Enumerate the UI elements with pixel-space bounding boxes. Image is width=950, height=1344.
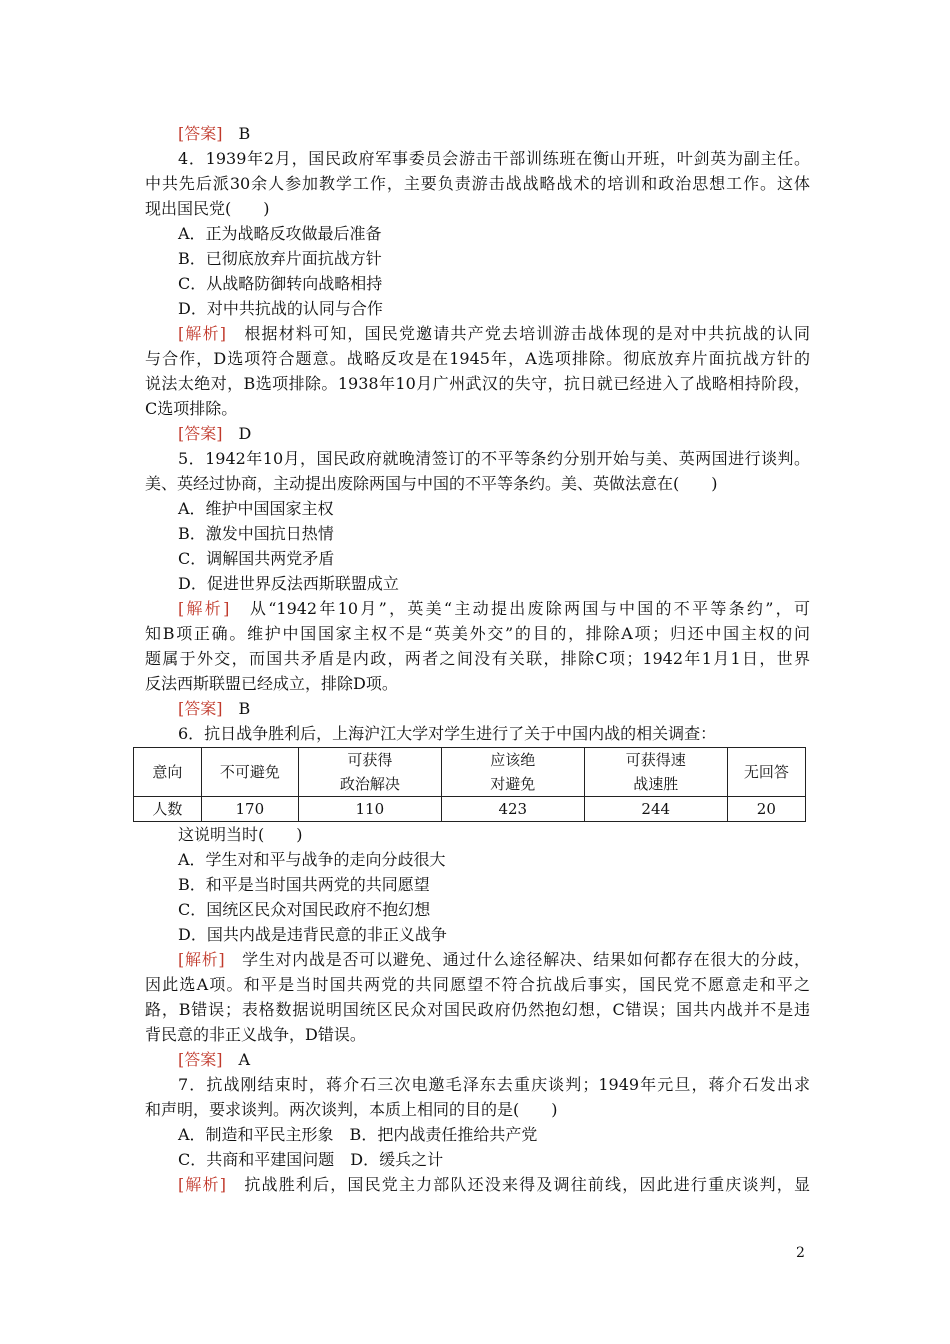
table-cell: 423 — [441, 797, 584, 822]
table-header-cell: 可获得速 战速胜 — [584, 748, 727, 797]
table-cell: 20 — [727, 797, 805, 822]
option-b: B．已彻底放弃片面抗战方针 — [178, 249, 382, 268]
analysis-line: C选项排除。 — [145, 399, 238, 418]
analysis-line: 题属于外交，而国共矛盾是内政，两者之间没有关联，排除C项；1942年1月1日，世界 — [145, 649, 810, 668]
question-6-stem: 6．抗日战争胜利后，上海沪江大学对学生进行了关于中国内战的相关调查： — [178, 724, 717, 743]
answer-value: B — [238, 124, 251, 143]
question-4-stem: 中共先后派30余人参加教学工作，主要负责游击战战略战术的培训和政治思想工作。这体 — [145, 174, 810, 193]
analysis-line: [解析] 根据材料可知，国民党邀请共产党去培训游击战体现的是对中共抗战的认同 — [178, 324, 810, 343]
option-a: A．维护中国国家主权 — [178, 499, 334, 518]
answer-tag: [答案] — [178, 1050, 223, 1069]
question-7-stem: 和声明，要求谈判。两次谈判，本质上相同的目的是( ) — [145, 1100, 558, 1119]
option-a: A．正为战略反攻做最后准备 — [178, 224, 382, 243]
page-content — [145, 121, 810, 1197]
analysis-tag: [解析] — [178, 599, 230, 618]
options-cd: C．共商和平建国问题 D．缓兵之计 — [178, 1150, 444, 1169]
page-number: 2 — [796, 1245, 805, 1261]
analysis-line: 说法太绝对，B选项排除。1938年10月广州武汉的失守，抗日就已经进入了战略相持阶段， — [145, 374, 810, 393]
table-header-row — [134, 748, 806, 797]
table-header-cell: 不可避免 — [201, 748, 298, 797]
answer-line — [145, 696, 810, 721]
option-c: C．调解国共两党矛盾 — [178, 549, 335, 568]
answer-value: A — [238, 1050, 251, 1069]
answer-tag: [答案] — [178, 124, 223, 143]
question-7-stem: 7．抗战刚结束时，蒋介石三次电邀毛泽东去重庆谈判；1949年元旦，蒋介石发出求 — [178, 1075, 810, 1094]
analysis-line: 路，B错误；表格数据说明国统区民众对国民政府仍然抱幻想，C错误；国共内战并不是违 — [145, 1000, 810, 1019]
answer-value: D — [238, 424, 252, 443]
option-a: A．学生对和平与战争的走向分歧很大 — [178, 850, 446, 869]
option-b: B．和平是当时国共两党的共同愿望 — [178, 875, 430, 894]
survey-table — [133, 747, 806, 822]
analysis-line: 因此选A项。和平是当时国共两党的共同愿望不符合抗战后事实，国民党不愿意走和平之 — [145, 975, 810, 994]
answer-line — [145, 1047, 810, 1072]
analysis-line: [解析] 学生对内战是否可以避免、通过什么途径解决、结果如何都存在很大的分歧， — [178, 950, 810, 969]
answer-line — [145, 121, 810, 146]
options-ab: A．制造和平民主形象 B．把内战责任推给共产党 — [178, 1125, 538, 1144]
analysis-line: [解析] 抗战胜利后，国民党主力部队还没来得及调往前线，因此进行重庆谈判，显 — [178, 1175, 810, 1194]
question-5-stem: 美、英经过协商，主动提出废除两国与中国的不平等条约。美、英做法意在( ) — [145, 474, 718, 493]
analysis-line: 知B项正确。维护中国国家主权不是“英美外交”的目的，排除A项；归还中国主权的问 — [145, 624, 810, 643]
analysis-tag: [解析] — [178, 1175, 227, 1194]
table-cell: 人数 — [134, 797, 202, 822]
table-header-cell: 无回答 — [727, 748, 805, 797]
question-6-prompt: 这说明当时( ) — [178, 825, 303, 844]
analysis-tag: [解析] — [178, 950, 225, 969]
answer-tag: [答案] — [178, 699, 223, 718]
analysis-tag: [解析] — [178, 324, 227, 343]
option-c: C．国统区民众对国民政府不抱幻想 — [178, 900, 431, 919]
question-4-stem: 4．1939年2月，国民政府军事委员会游击干部训练班在衡山开班，叶剑英为副主任。 — [178, 149, 810, 168]
option-d: D．促进世界反法西斯联盟成立 — [178, 574, 399, 593]
table-header-cell: 可获得 政治解决 — [298, 748, 441, 797]
table-row — [134, 797, 806, 822]
table-cell: 110 — [298, 797, 441, 822]
table-header-cell: 意向 — [134, 748, 202, 797]
table-header-cell: 应该绝 对避免 — [441, 748, 584, 797]
option-d: D．国共内战是违背民意的非正义战争 — [178, 925, 447, 944]
answer-value: B — [238, 699, 251, 718]
table-cell: 170 — [201, 797, 298, 822]
answer-line — [145, 421, 810, 446]
analysis-line: 背民意的非正义战争，D错误。 — [145, 1025, 366, 1044]
analysis-line: 反法西斯联盟已经成立，排除D项。 — [145, 674, 398, 693]
option-d: D．对中共抗战的认同与合作 — [178, 299, 383, 318]
option-c: C．从战略防御转向战略相持 — [178, 274, 383, 293]
option-b: B．激发中国抗日热情 — [178, 524, 334, 543]
question-4-stem: 现出国民党( ) — [145, 199, 270, 218]
analysis-line: 与合作，D选项符合题意。战略反攻是在1945年，A选项排除。彻底放弃片面抗战方针的 — [145, 349, 810, 368]
answer-tag: [答案] — [178, 424, 223, 443]
question-5-stem: 5．1942年10月，国民政府就晚清签订的不平等条约分别开始与美、英两国进行谈判。 — [178, 449, 810, 468]
analysis-line: [解析] 从“1942年10月”，英美“主动提出废除两国与中国的不平等条约”，可 — [178, 599, 810, 618]
table-cell: 244 — [584, 797, 727, 822]
